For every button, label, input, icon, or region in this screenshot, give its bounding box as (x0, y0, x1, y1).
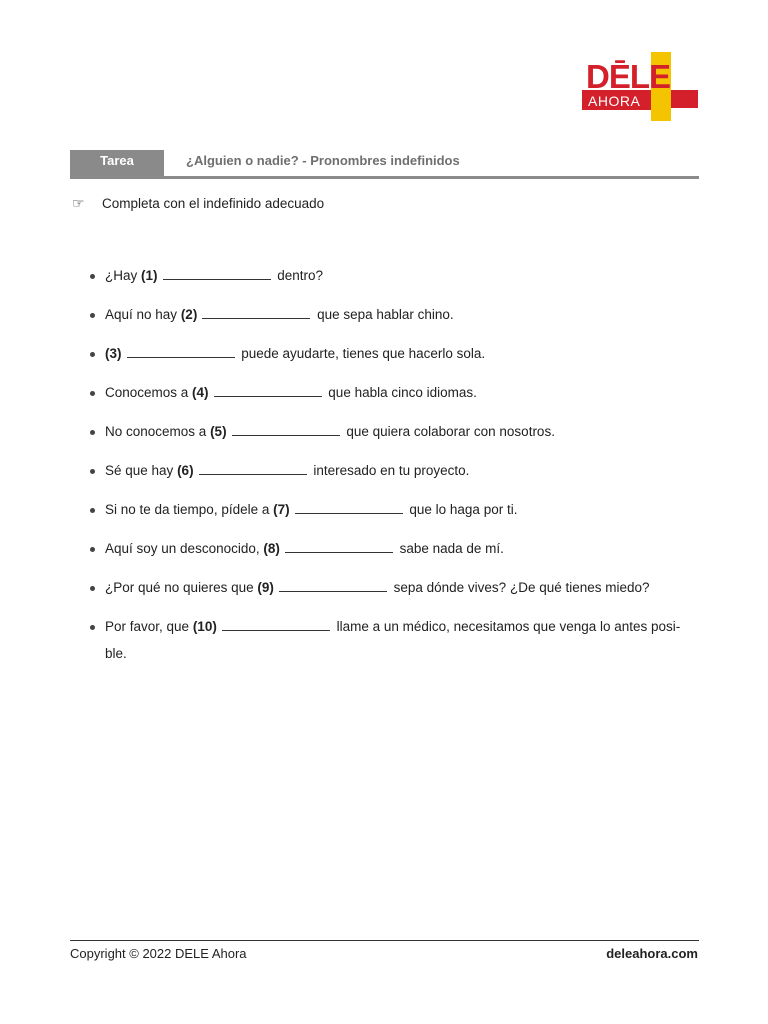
exercise-number: (3) (105, 346, 122, 361)
exercise-item (90, 418, 700, 457)
exercise-item (90, 262, 700, 301)
task-title: ¿Alguien o nadie? - Pronombres indefinidos (186, 153, 460, 168)
bullet (90, 430, 95, 435)
exercise-text: Sé que hay (105, 463, 178, 478)
exercise-text: sepa dónde vives? ¿De qué tienes miedo? (389, 580, 650, 595)
exercise-text: ¿Por qué no quieres que (105, 580, 258, 595)
answer-blank[interactable] (222, 629, 330, 631)
bullet (90, 352, 95, 357)
bullet (90, 274, 95, 279)
exercise-number: (5) (210, 424, 227, 439)
pointing-hand-icon: ☞ (72, 196, 85, 212)
task-header (70, 150, 699, 179)
svg-text:AHORA: AHORA (588, 93, 641, 109)
exercise-text: que lo haga por ti. (405, 502, 518, 517)
exercise-item (90, 613, 700, 667)
bullet (90, 391, 95, 396)
bullet (90, 313, 95, 318)
exercise-number: (9) (257, 580, 274, 595)
exercise-item (90, 379, 700, 418)
exercise-text: que habla cinco idiomas. (324, 385, 477, 400)
answer-blank[interactable] (163, 278, 271, 280)
exercise-number: (2) (180, 307, 198, 322)
answer-blank[interactable] (285, 551, 393, 553)
exercise-item (90, 457, 700, 496)
exercise-number: (7) (273, 502, 290, 517)
bullet (90, 469, 95, 474)
exercise-text: Por favor, que (105, 619, 193, 634)
exercise-text: que sepa hablar chino. (313, 307, 454, 322)
instruction (72, 196, 324, 212)
exercise-text-continued: ble. (105, 646, 127, 661)
exercise-text: Si no te da tiempo, pídele a (105, 502, 274, 517)
exercise-text: Conocemos a (105, 385, 193, 400)
exercise-text: Aquí no hay (105, 307, 181, 322)
exercise-text: Aquí soy un desconocido, (105, 541, 264, 556)
exercise-item (90, 535, 700, 574)
exercise-item (90, 340, 700, 379)
bullet (90, 625, 95, 630)
exercise-text: llame a un médico, necesitamos que venga lo antes posi- (332, 619, 681, 634)
svg-text:DĒLE: DĒLE (586, 58, 671, 95)
exercise-item (90, 301, 700, 340)
exercise-text: sabe nada de mí. (395, 541, 504, 556)
exercise-text: interesado en tu proyecto. (309, 463, 470, 478)
exercise-number: (8) (263, 541, 280, 556)
answer-blank[interactable] (295, 512, 403, 514)
exercise-text: que quiera colaborar con nosotros. (342, 424, 555, 439)
dele-ahora-logo (582, 52, 700, 122)
header-rule (70, 176, 699, 179)
answer-blank[interactable] (214, 395, 322, 397)
exercise-number: (10) (192, 619, 217, 634)
exercise-text: puede ayudarte, tienes que hacerlo sola. (237, 346, 486, 361)
site-link[interactable]: deleahora.com (606, 946, 698, 961)
exercise-number: (1) (141, 268, 158, 283)
answer-blank[interactable] (199, 473, 307, 475)
exercise-text: dentro? (273, 268, 324, 283)
instruction-text: Completa con el indefinido adecuado (102, 196, 325, 211)
answer-blank[interactable] (232, 434, 340, 436)
exercise-item (90, 496, 700, 535)
answer-blank[interactable] (127, 356, 235, 358)
bullet (90, 586, 95, 591)
footer-rule (70, 940, 699, 941)
exercise-number: (6) (177, 463, 194, 478)
exercise-text: No conocemos a (105, 424, 211, 439)
exercise-text: ¿Hay (105, 268, 142, 283)
copyright-text: Copyright © 2022 DELE Ahora (70, 946, 247, 961)
exercise-number: (4) (192, 385, 209, 400)
answer-blank[interactable] (279, 590, 387, 592)
bullet (90, 508, 95, 513)
exercise-list (90, 262, 700, 667)
bullet (90, 547, 95, 552)
answer-blank[interactable] (202, 317, 310, 319)
task-tab-label: Tarea (70, 150, 164, 176)
exercise-item (90, 574, 700, 613)
